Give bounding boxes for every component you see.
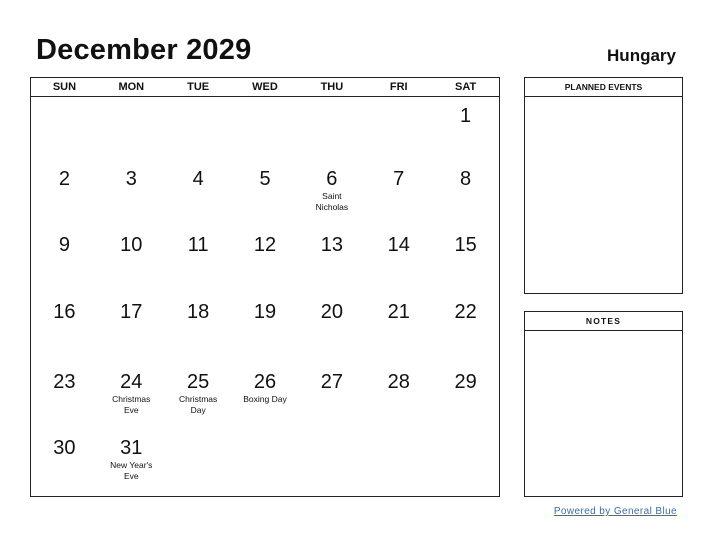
day-number [31,97,98,105]
day-number: 19 [253,301,277,323]
calendar-day-cell [165,429,232,496]
calendar-week-row [31,226,499,293]
day-number: 12 [253,234,277,256]
weekday-wed: WED [252,81,278,93]
weekday-thu: THU [320,81,344,93]
planned-events-panel [524,77,683,294]
day-number: 30 [53,437,76,459]
calendar-day-cell [232,97,299,160]
weekday-fri: FRI [389,81,408,93]
calendar-week-row [31,293,499,363]
calendar-day-cell [165,226,232,293]
day-number: 7 [393,168,405,190]
day-number: 2 [58,168,70,190]
weekday-sun: SUN [52,81,77,93]
day-number: 26 [253,371,277,393]
notes-panel [524,311,683,497]
calendar-day-cell [298,363,365,429]
holiday-label: Christmas Day [179,394,218,415]
calendar-day-cell [232,226,299,293]
country-label: Hungary [607,46,676,65]
calendar-day-cell [432,363,499,429]
calendar-week-row [31,363,499,429]
day-number: 31 [120,437,143,459]
calendar-day-cell [165,160,232,226]
calendar-grid [30,77,500,497]
day-number: 29 [454,371,477,393]
day-number [232,97,299,105]
planned-events-heading: PLANNED EVENTS [525,78,682,97]
day-number: 5 [259,168,271,190]
day-number: 14 [387,234,410,256]
calendar-day-cell [98,97,165,160]
calendar-week-row [31,429,499,496]
day-number: 13 [320,234,343,256]
weekday-sat: SAT [454,81,477,93]
calendar-week-row [31,160,499,226]
holiday-label: Boxing Day [243,394,287,404]
calendar-day-cell [98,363,165,429]
weekday-tue: TUE [187,81,210,93]
calendar-day-cell [432,226,499,293]
day-number: 21 [387,301,410,323]
notes-heading: NOTES [525,312,682,331]
day-number [165,429,232,437]
calendar-day-cell [165,293,232,363]
day-number [298,97,365,105]
calendar-day-cell [98,160,165,226]
day-number: 11 [187,234,209,256]
day-number: 15 [454,234,477,256]
calendar-day-cell [298,160,365,226]
calendar-day-cell [232,293,299,363]
calendar-day-cell [31,293,98,363]
day-number: 10 [120,234,143,256]
day-number: 16 [53,301,76,323]
day-number [232,429,299,437]
day-number: 17 [120,301,143,323]
day-number: 28 [387,371,410,393]
day-number [165,97,232,105]
page-title: December 2029 [36,34,252,66]
calendar-day-cell [31,226,98,293]
calendar-day-cell [232,429,299,496]
calendar-day-cell [365,226,432,293]
calendar-day-cell [432,293,499,363]
calendar-day-cell [298,97,365,160]
holiday-label: New Year's Eve [110,460,153,481]
day-number: 3 [125,168,137,190]
day-number: 8 [460,168,472,190]
day-number: 9 [58,234,70,256]
day-number: 25 [187,371,210,393]
calendar-day-cell [432,160,499,226]
calendar-day-cell [432,97,499,160]
day-number: 6 [326,168,338,190]
calendar-day-cell [298,226,365,293]
calendar-day-cell [432,429,499,496]
calendar-day-cell [98,226,165,293]
day-number [365,429,432,437]
day-number [298,429,365,437]
weekday-header-row [31,78,499,97]
calendar-weeks [31,97,499,496]
day-number [98,97,165,105]
calendar-day-cell [31,363,98,429]
day-number: 23 [53,371,76,393]
calendar-day-cell [232,363,299,429]
day-number [432,429,499,437]
day-number: 4 [192,168,204,190]
day-number: 1 [460,105,472,127]
day-number: 20 [320,301,343,323]
calendar-day-cell [365,293,432,363]
calendar-day-cell [365,429,432,496]
day-number: 22 [454,301,477,323]
calendar-day-cell [298,429,365,496]
calendar-day-cell [31,97,98,160]
calendar-day-cell [98,293,165,363]
holiday-label: Christmas Eve [112,394,151,415]
calendar-day-cell [98,429,165,496]
calendar-day-cell [31,160,98,226]
holiday-label: Saint Nicholas [315,191,349,212]
weekday-mon: MON [118,81,145,93]
calendar-day-cell [365,160,432,226]
calendar-day-cell [31,429,98,496]
calendar-week-row [31,97,499,160]
calendar-day-cell [298,293,365,363]
day-number [365,97,432,105]
calendar-day-cell [365,363,432,429]
calendar-day-cell [165,363,232,429]
day-number: 18 [187,301,210,323]
powered-by-link[interactable]: Powered by General Blue [553,506,677,517]
calendar-day-cell [165,97,232,160]
calendar-day-cell [365,97,432,160]
day-number: 24 [120,371,143,393]
calendar-day-cell [232,160,299,226]
day-number: 27 [320,371,343,393]
